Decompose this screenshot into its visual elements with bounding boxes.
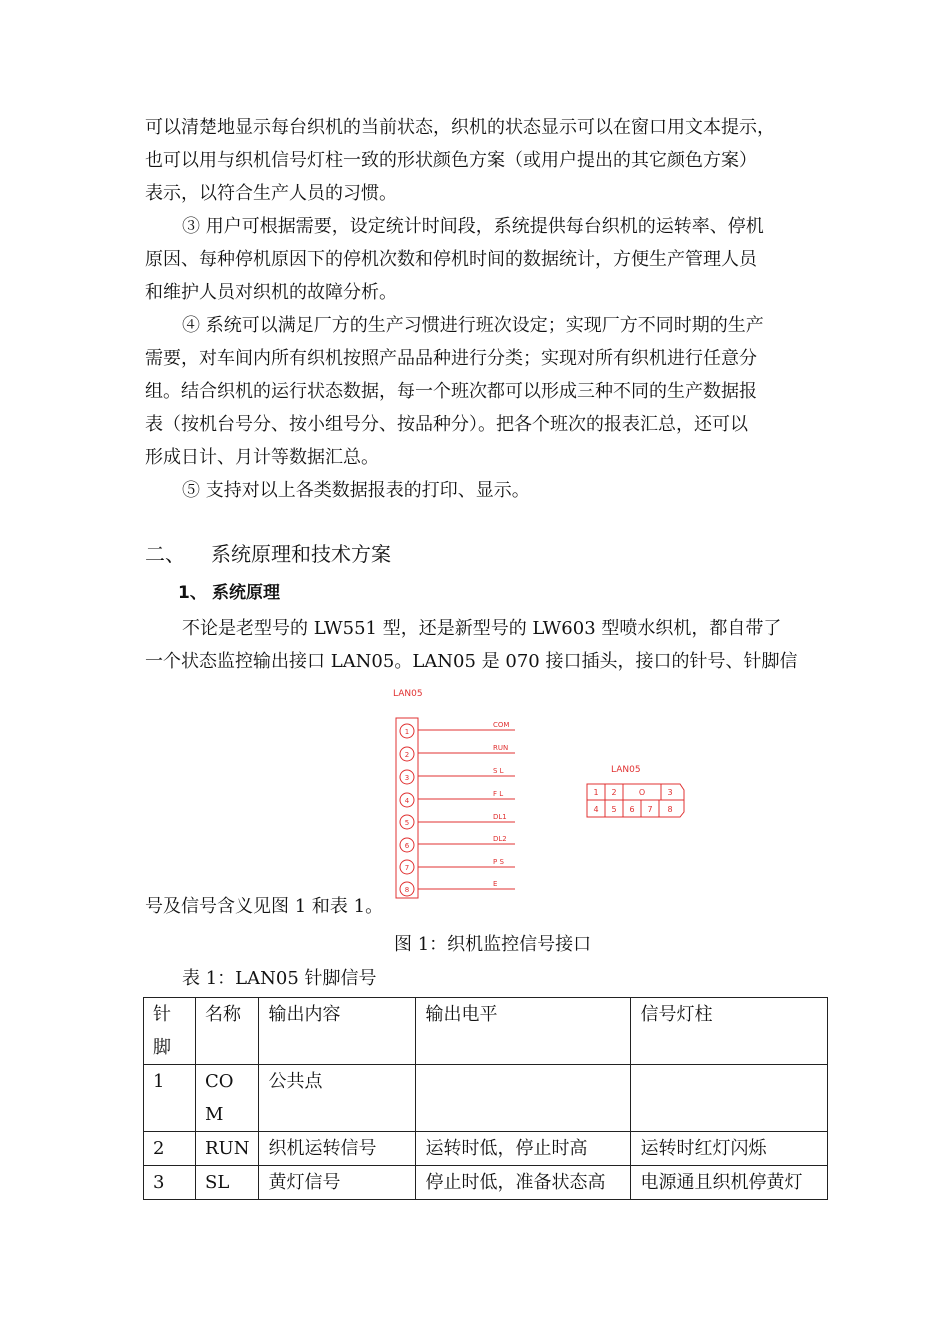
header-cell (416, 998, 631, 1065)
connector-pin: 8 (667, 805, 673, 814)
signal-label: RUN (493, 744, 509, 752)
pin-number: 7 (404, 864, 410, 872)
connector-pin: 1 (593, 788, 599, 797)
cell-line: 输出内容 (268, 1004, 341, 1025)
cell-line: 信号灯柱 (640, 1004, 713, 1025)
table-cell (196, 1132, 259, 1166)
cell-line: 运转时红灯闪烁 (640, 1138, 767, 1159)
cell-line: 停止时低，准备状态高 (425, 1172, 606, 1193)
connector-pin: 2 (611, 788, 617, 797)
subsection-title: 系统原理 (212, 583, 280, 603)
table-cell (631, 1166, 828, 1200)
connector-pin: 3 (667, 788, 673, 797)
connector-pin: 4 (593, 805, 599, 814)
text-line: 号及信号含义见图 1 和表 1。 (145, 896, 384, 917)
pin-number: 2 (404, 751, 410, 759)
text-line: 和维护人员对织机的故障分析。 (145, 282, 397, 303)
lan05-pin-table (143, 997, 828, 1200)
table-cell (259, 1132, 416, 1166)
table-cell (259, 1166, 416, 1200)
cell-line: 名称 (205, 1004, 241, 1025)
text-line: ⑤ 支持对以上各类数据报表的打印、显示。 (182, 480, 530, 501)
section-number: 二、 (145, 542, 185, 566)
signal-label: P S (493, 858, 504, 866)
text-line: 不论是老型号的 LW551 型，还是新型号的 LW603 型喷水织机，都自带了 (182, 618, 782, 639)
connector-pin: 7 (647, 805, 653, 814)
pin-number: 6 (404, 842, 410, 850)
pin-number: 4 (404, 797, 410, 805)
connector-pin: O (638, 788, 646, 797)
cell-line: 电源通且织机停黄灯 (640, 1172, 803, 1193)
table-cell (416, 1065, 631, 1132)
text-line: ④ 系统可以满足厂方的生产习惯进行班次设定；实现厂方不同时期的生产 (182, 315, 764, 336)
signal-label: COM (493, 721, 510, 729)
cell-line: 输出电平 (425, 1004, 498, 1025)
cell-line: 1 (153, 1071, 165, 1092)
header-cell (259, 998, 416, 1065)
table-cell (259, 1065, 416, 1132)
pin-number: 3 (404, 774, 410, 782)
text-line: 表示，以符合生产人员的习惯。 (145, 183, 397, 204)
table-cell (631, 1065, 828, 1132)
header-cell (631, 998, 828, 1065)
table-row (144, 1132, 828, 1166)
table-cell (196, 1065, 259, 1132)
table-row (144, 1166, 828, 1200)
signal-label: DL1 (493, 813, 507, 821)
text-line: 形成日计、月计等数据汇总。 (145, 447, 379, 468)
header-cell (196, 998, 259, 1065)
cell-line: M (205, 1104, 224, 1125)
signal-label: DL2 (493, 835, 507, 843)
cell-line: 公共点 (268, 1071, 323, 1092)
cell-line: 织机运转信号 (268, 1138, 377, 1159)
cell-line: 2 (153, 1138, 165, 1159)
text-line: 组。结合织机的运行状态数据，每一个班次都可以形成三种不同的生产数据报 (145, 381, 757, 402)
text-line: 可以清楚地显示每台织机的当前状态，织机的状态显示可以在窗口用文本提示， (145, 117, 775, 138)
table-cell (196, 1166, 259, 1200)
left-diagram-title: LAN05 (393, 689, 423, 699)
text-line: 原因、每种停机原因下的停机次数和停机时间的数据统计，方便生产管理人员 (145, 249, 757, 270)
table-cell (144, 1132, 196, 1166)
table-caption: 表 1：LAN05 针脚信号 (182, 968, 377, 989)
header-cell (144, 998, 196, 1065)
section-heading (145, 538, 391, 567)
cell-line: 运转时低，停止时高 (425, 1138, 588, 1159)
pin-number: 5 (404, 819, 410, 827)
table-cell (144, 1065, 196, 1132)
subsection-heading (178, 578, 280, 603)
table-header-row (144, 998, 828, 1065)
pin-number: 1 (404, 728, 410, 736)
cell-line: RUN (205, 1138, 250, 1159)
figure-caption: 图 1：织机监控信号接口 (394, 934, 592, 955)
lan05-interface-diagram (385, 682, 695, 900)
subsection-number: 1、 (178, 583, 207, 603)
connector-pin: 5 (611, 805, 617, 814)
pin-number: 8 (404, 886, 410, 894)
cell-line: 黄灯信号 (268, 1172, 341, 1193)
cell-line: 针 (153, 1004, 171, 1025)
connector-pin: 6 (629, 805, 635, 814)
cell-line: CO (205, 1071, 234, 1092)
signal-label: F L (493, 790, 504, 798)
table-cell (416, 1166, 631, 1200)
signal-label: E (493, 880, 498, 888)
table-row (144, 1065, 828, 1132)
text-line: 也可以用与织机信号灯柱一致的形状颜色方案（或用户提出的其它颜色方案） (145, 150, 757, 171)
cell-line: 3 (153, 1172, 165, 1193)
right-diagram-title: LAN05 (611, 765, 641, 775)
text-line: 需要，对车间内所有织机按照产品品种进行分类；实现对所有织机进行任意分 (145, 348, 757, 369)
table-cell (144, 1166, 196, 1200)
text-line: 一个状态监控输出接口 LAN05。LAN05 是 070 接口插头，接口的针号、针脚信 (145, 651, 798, 672)
table-cell (631, 1132, 828, 1166)
section-title: 系统原理和技术方案 (211, 542, 391, 566)
text-line: 表（按机台号分、按小组号分、按品种分）。把各个班次的报表汇总，还可以 (145, 414, 748, 435)
signal-label: S L (493, 767, 504, 775)
table-cell (416, 1132, 631, 1166)
cell-line: SL (205, 1172, 230, 1193)
text-line: ③ 用户可根据需要，设定统计时间段，系统提供每台织机的运转率、停机 (182, 216, 764, 237)
cell-line: 脚 (153, 1037, 171, 1058)
